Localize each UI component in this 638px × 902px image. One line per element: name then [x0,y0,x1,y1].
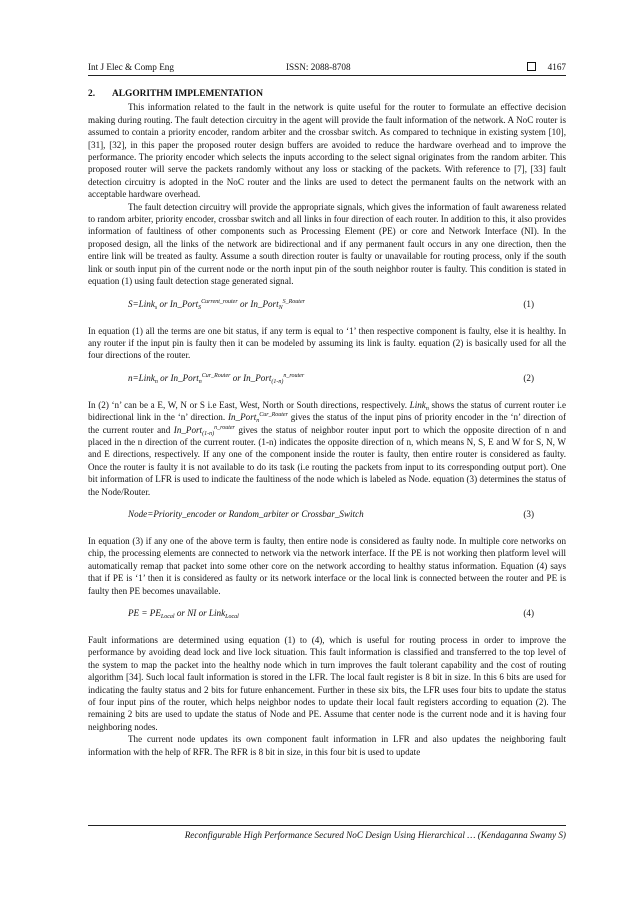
equation-4-number: (4) [523,608,534,618]
equation-2 [88,372,566,386]
running-header [88,60,566,74]
equation-3-number: (3) [523,508,534,519]
main-text [88,88,566,758]
equation-1 [88,298,566,312]
equation-1-formula: S=Link$_s$ or In_Port$_S^{Current\_router}$ or In_Port$_N^{S\_Router}$ [128,298,305,311]
page-number-group [527,60,566,74]
paragraph-1: This information related to the fault in the network is quite useful for the router to formulate an effective decision making during routing. The fault detection circuitry in the agent will provide the fault information of the network. A NoC router is assumed to contain a priority encoder, random arbiter and the crossbar switch. As compared to technique in existing system [10], [31], [32], in this paper the proposed router design buffers are avoided to reduce the hardware overhead and to improve the performance. The priority encoder which selects the inputs according to the select signal originates from the random arbiter. This proposed router will serve the packets randomly without any loss or stacking of the packets. With reference to [7], [33] fault detection circuitry is adopted in the NoC router and the links are used to detect the permanent faults on the network with an acceptable hardware overhead. [88,102,566,200]
paragraph-4: In (2) ‘n’ can be a E, W, N or S i.e East, West, North or South directions, respectively. Link$_n$ shows the status of current router i.e bidirectional link in the ‘n’ direction. In_Port$_n^{Cur\_Router}$ gives the status of the input pins of priority encoder in the ‘n’ direction of the current router and In_Port$_{(1-n)}^{n\_router}$ gives the status of neighbor router input port to which the opposite direction of n and placed in the n direction of the current router. (1-n) indicates the opposite direction of n, which means N, S, E and W for S, N, W and E directions, respectively. If any one of the component inside the router is faulty, then entire router is considered as faulty. Once the router is faulty it is not available to do its task (i.e routing the packets from input to its corresponding output port). One bit information of LFR is used to indicate the faultiness of the node which is labeled as Node. equation (3) determines the status of the Node/Router. [88,399,567,497]
section-heading [88,88,566,100]
equation-2-formula: n=Link$_n$ or In_Port$_n^{Cur\_Router}$ or In_Port$_{(1-n)}^{n\_router}$ [128,372,305,385]
equation-4-formula: PE = $PE_{Local}$ or NI or Link$_{Local}$ [128,608,239,620]
footer-rule [88,825,566,826]
section-title: ALGORITHM IMPLEMENTATION [112,89,263,99]
header-rule [88,75,566,76]
paragraph-3: In equation (1) all the terms are one bit status, if any term is equal to ‘1’ then respective component is faulty, else it is healthy. In any router if the input pin is faulty then it can be modeled by assuming its link is faulty. equation (2) is basically used for all the four directions of the router. [88,325,566,361]
equation-2-number: (2) [523,372,534,383]
paragraph-7: The current node updates its own component fault information in LFR and also updates the neighboring fault information with the help of RFR. The RFR is 8 bit in size, in this four bit is used to update [88,734,566,757]
equation-1-number: (1) [523,298,534,309]
paragraph-2: The fault detection circuitry will provide the appropriate signals, which gives the information of fault awareness related to random arbiter, priority encoder, crossbar switch and all links in four direction of each router. In addition to this, it also provides information of faultiness of other components such as Processing Element (PE) or core and Network Interface (NI). In the proposed design, all the links of the network are bidirectional and if any permanent fault occurs in any one direction, then the entire link will be treated as faulty. Assume a south direction router is faulty or unavailable for routing process, only if the south link or south input pin of the current node or the north input pin of the south neighbor router is faulty. This condition is stated in equation (1) using fault detection stage generated signal. [88,201,566,287]
journal-name: Int J Elec & Comp Eng [88,62,174,72]
running-footer: Reconfigurable High Performance Secured NoC Design Using Hierarchical … (Kendaganna Swamy S) [184,830,566,840]
equation-4 [88,607,566,621]
checkbox-square-icon [527,62,536,71]
equation-3-formula: Node=Priority_encoder or Random_arbiter or Crossbar_Switch [128,508,364,519]
page-number: 4167 [547,62,566,72]
issn: ISSN: 2088-8708 [286,62,351,72]
section-number: 2. [88,89,96,99]
equation-3 [88,508,566,522]
paragraph-5: In equation (3) if any one of the above term is faulty, then entire node is considered as faulty node. In multiple core networks on chip, the processing elements are connected to network via the network interface. If the PE is not working then platform level will automatically remap that packet into some other core on the network according to healthy status information. Equation (4) says that if PE is ‘1’ then it is considered as faulty or its network interface or the local link is connected between the router and PE is faulty then PE becomes unavailable. [88,535,566,596]
paragraph-6: Fault informations are determined using equation (1) to (4), which is useful for routing process in order to improve the performance by avoiding dead lock and live lock situation. This fault information is classified and transferred to the top level of the system to map the packet into the healthy node which in turn improves the fault tolerant capability and the cost of routing algorithm [34]. Such local fault information is stored in the LFR. The local fault register is 8 bit in size. In this 6 bits are used for indicating the faulty status and 2 bits for future enhancement. Further in these six bits, the LFR uses four bits to update the status of four input pins of the router, which helps neighbor nodes to update their local fault registers according to equation (2). The remaining 2 bits are used to update the status of Node and PE. Assume that center node is the current node and it is having four neighboring nodes. [88,635,566,732]
